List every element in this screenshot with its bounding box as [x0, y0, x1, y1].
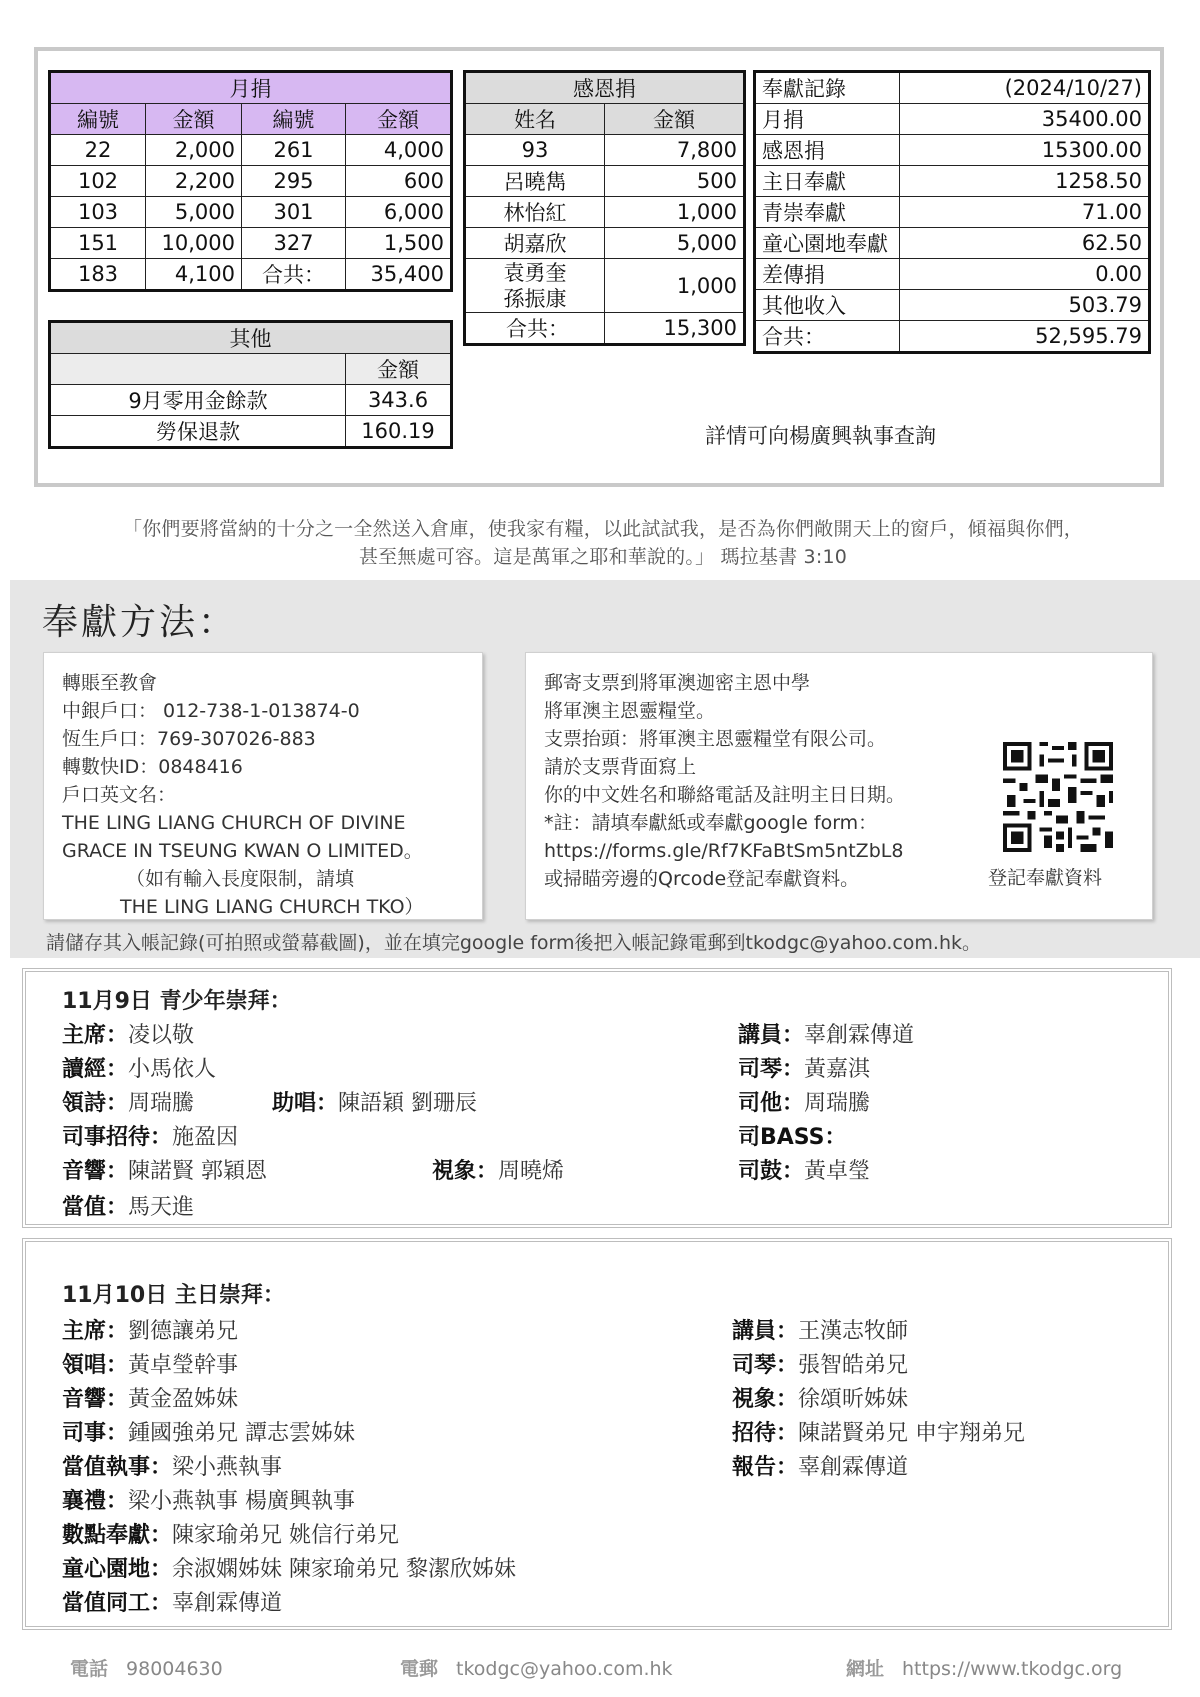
record-title: 奉獻記錄	[755, 72, 900, 104]
card-line: GRACE IN TSEUNG KWAN O LIMITED。	[62, 840, 423, 862]
role-label: 襄禮：	[62, 1489, 129, 1514]
role-label: 領唱：	[62, 1353, 129, 1378]
role-label: 當值：	[62, 1195, 129, 1220]
role-value: 馬天進	[128, 1195, 195, 1220]
cell: 其他收入	[755, 290, 900, 321]
offering-record-table	[753, 70, 1151, 354]
website-link[interactable]: https://www.tkodgc.org	[902, 1658, 1123, 1680]
card-line: （如有輸入長度限制，請填	[126, 868, 355, 890]
table-row	[755, 290, 1150, 321]
table-row	[755, 228, 1150, 259]
cell: 1,000	[605, 197, 745, 228]
cell: 295	[242, 166, 346, 197]
record-date: (2024/10/27)	[900, 72, 1150, 104]
role-value: 周瑞騰	[128, 1091, 195, 1116]
qr-caption: 登記奉獻資料	[988, 867, 1103, 889]
footer-email	[400, 1654, 673, 1681]
role-value: 陳語穎 劉珊辰	[338, 1091, 478, 1116]
role-value: 陳家瑜弟兄 姚信行弟兄	[172, 1523, 400, 1548]
role-value: 王漢志牧師	[798, 1319, 909, 1344]
role-label: 司琴：	[732, 1353, 799, 1378]
cell: 22	[50, 135, 146, 166]
role-label: 當值同工：	[62, 1591, 173, 1616]
card-line: 轉數快ID：0848416	[62, 756, 243, 778]
table-row	[50, 228, 452, 259]
cell: 4,000	[346, 135, 452, 166]
roster-row	[732, 1348, 908, 1379]
roster-row	[62, 1120, 238, 1151]
cell: 感恩捐	[755, 135, 900, 166]
role-label: 講員：	[732, 1319, 799, 1344]
phone-number: 98004630	[126, 1658, 223, 1680]
roster-row	[738, 1120, 847, 1151]
roster-row	[738, 1052, 870, 1083]
role-label: 童心園地：	[62, 1557, 173, 1582]
role-value: 黃嘉淇	[804, 1057, 871, 1082]
table-row	[50, 416, 452, 448]
roster-row	[732, 1382, 908, 1413]
role-value: 辜創霖傳道	[172, 1591, 283, 1616]
method-note: 請儲存其入帳記錄(可拍照或螢幕截圖)，並在填完google form後把入帳記錄電郵到tkodgc@yahoo.com.hk。	[46, 932, 982, 954]
monthly-total-label: 合共：	[242, 259, 346, 291]
col-header: 編號	[242, 104, 346, 135]
card-line: 將軍澳主恩靈糧堂。	[544, 700, 716, 722]
role-value: 辜創霖傳道	[798, 1455, 909, 1480]
roster-row	[62, 1348, 238, 1379]
card-line: 中銀戶口： 012-738-1-013874-0	[62, 700, 360, 722]
roster-row	[62, 1586, 282, 1617]
cell: 胡嘉欣	[465, 228, 605, 259]
cell: 151	[50, 228, 146, 259]
cell: 童心園地奉獻	[755, 228, 900, 259]
role-value: 劉德讓弟兄	[128, 1319, 239, 1344]
role-label: 司琴：	[738, 1057, 805, 1082]
role-label: 司事：	[62, 1421, 129, 1446]
cell: 差傳捐	[755, 259, 900, 290]
table-row	[50, 166, 452, 197]
cheque-card	[525, 652, 1153, 920]
role-label: 司鼓：	[738, 1159, 805, 1184]
monthly-offering-table	[48, 70, 453, 292]
amount-header: 金額	[346, 354, 452, 385]
roster-row	[62, 1314, 238, 1345]
role-value: 陳諾賢弟兄 申宇翔弟兄	[798, 1421, 1026, 1446]
table-row	[755, 259, 1150, 290]
role-label: 司他：	[738, 1091, 805, 1116]
role-label: 當值執事：	[62, 1455, 173, 1480]
card-line: *註：請填奉獻紙或奉獻google form：	[544, 812, 878, 834]
col-header: 金額	[346, 104, 452, 135]
table-row	[755, 104, 1150, 135]
email-link[interactable]: tkodgc@yahoo.com.hk	[456, 1658, 673, 1680]
monthly-total-value: 35,400	[346, 259, 452, 291]
cell: 301	[242, 197, 346, 228]
cell: 2,000	[146, 135, 242, 166]
verse-line: 甚至無處可容。這是萬軍之耶和華說的。」 瑪拉基書 3:10	[358, 546, 848, 568]
role-label: 講員：	[738, 1023, 805, 1048]
cell: 15300.00	[900, 135, 1150, 166]
cell: 93	[465, 135, 605, 166]
roster-row	[738, 1154, 870, 1185]
table-row	[755, 197, 1150, 228]
bank-transfer-card	[43, 652, 483, 920]
roster-row	[732, 1314, 908, 1345]
cell: 4,100	[146, 259, 242, 291]
table-row	[755, 166, 1150, 197]
other-income-table	[48, 320, 453, 449]
joint-name: 孫振康	[503, 286, 567, 311]
record-total-value: 52,595.79	[900, 321, 1150, 353]
roster-row	[272, 1086, 477, 1117]
card-line: THE LING LIANG CHURCH TKO）	[120, 896, 424, 918]
card-line: 轉賬至教會	[62, 672, 158, 694]
method-title: 奉獻方法：	[42, 602, 238, 643]
role-value: 鍾國強弟兄 譚志雲姊妹	[128, 1421, 356, 1446]
thanks-total-label: 合共：	[465, 313, 605, 345]
table-row	[465, 259, 745, 313]
role-label: 司事招待：	[62, 1125, 173, 1150]
cell: 6,000	[346, 197, 452, 228]
role-label: 主席：	[62, 1319, 129, 1344]
cell: 327	[242, 228, 346, 259]
cell: 主日奉獻	[755, 166, 900, 197]
card-line: 戶口英文名：	[62, 784, 177, 806]
joint-names-cell	[465, 259, 605, 313]
verse-line: 「你們要將當納的十分之一全然送入倉庫，使我家有糧，以此試試我，是否為你們敞開天上的窗戶，傾福與你們，	[122, 518, 1083, 540]
cell: 343.6	[346, 385, 452, 416]
sunday-title: 11月10日 主日崇拜：	[62, 1283, 285, 1308]
role-value: 黃金盈姊妹	[128, 1387, 239, 1412]
cell: 261	[242, 135, 346, 166]
cell: 5,000	[146, 197, 242, 228]
table-row	[755, 135, 1150, 166]
enquiry-note: 詳情可向楊廣興執事查詢	[705, 424, 936, 448]
roster-row	[62, 1382, 238, 1413]
cell: 160.19	[346, 416, 452, 448]
footer-label: 電話	[70, 1658, 109, 1680]
roster-row	[62, 1416, 355, 1447]
cell: 35400.00	[900, 104, 1150, 135]
roster-row	[62, 1450, 282, 1481]
joint-name: 袁勇奎	[503, 260, 567, 285]
card-line: 支票抬頭：將軍澳主恩靈糧堂有限公司。	[544, 728, 887, 750]
table-row	[465, 197, 745, 228]
table-row	[50, 259, 452, 291]
cell: 2,200	[146, 166, 242, 197]
cell: 71.00	[900, 197, 1150, 228]
footer-phone	[70, 1654, 223, 1681]
table-row	[465, 135, 745, 166]
blank-header	[50, 354, 346, 385]
role-value: 梁小燕執事	[172, 1455, 283, 1480]
roster-row	[732, 1416, 1025, 1447]
youth-title: 11月9日 青少年崇拜：	[62, 989, 292, 1014]
thanks-total-value: 15,300	[605, 313, 745, 345]
card-line: 你的中文姓名和聯絡電話及註明主日日期。	[544, 784, 906, 806]
table-row	[50, 385, 452, 416]
role-value: 徐頌昕姊妹	[798, 1387, 909, 1412]
role-label: 主席：	[62, 1023, 129, 1048]
qr-code-icon[interactable]	[999, 738, 1117, 856]
roster-row	[62, 1018, 194, 1049]
cell: 103	[50, 197, 146, 228]
cell: 5,000	[605, 228, 745, 259]
cell: 503.79	[900, 290, 1150, 321]
cell: 1258.50	[900, 166, 1150, 197]
role-value: 周瑞騰	[804, 1091, 871, 1116]
monthly-title: 月捐	[50, 72, 452, 104]
roster-row	[62, 1190, 194, 1221]
roster-row	[62, 1086, 194, 1117]
roster-row	[62, 1518, 399, 1549]
col-header: 金額	[605, 104, 745, 135]
role-label: 領詩：	[62, 1091, 129, 1116]
cell: 102	[50, 166, 146, 197]
table-row	[50, 197, 452, 228]
role-label: 報告：	[732, 1455, 799, 1480]
thanks-title: 感恩捐	[465, 72, 745, 104]
cell: 9月零用金餘款	[50, 385, 346, 416]
footer-label: 網址	[846, 1658, 885, 1680]
role-value: 余淑嫻姊妹 陳家瑜弟兄 黎潔欣姊妹	[172, 1557, 517, 1582]
cell: 62.50	[900, 228, 1150, 259]
card-line: THE LING LIANG CHURCH OF DIVINE	[62, 812, 406, 834]
table-row	[465, 313, 745, 345]
footer-web	[846, 1654, 1122, 1681]
footer-label: 電郵	[400, 1658, 439, 1680]
cell: 7,800	[605, 135, 745, 166]
cell: 青崇奉獻	[755, 197, 900, 228]
youth-service-roster	[22, 968, 1172, 1228]
col-header: 姓名	[465, 104, 605, 135]
role-label: 音響：	[62, 1387, 129, 1412]
card-line: 恆生戶口：769-307026-883	[62, 728, 316, 750]
role-value: 梁小燕執事 楊廣興執事	[128, 1489, 356, 1514]
cell: 呂曉雋	[465, 166, 605, 197]
cell: 勞保退款	[50, 416, 346, 448]
cell: 林怡紅	[465, 197, 605, 228]
roster-row	[738, 1086, 870, 1117]
cell: 10,000	[146, 228, 242, 259]
role-value: 張智皓弟兄	[798, 1353, 909, 1378]
role-label: 視象：	[432, 1159, 499, 1184]
role-value: 辜創霖傳道	[804, 1023, 915, 1048]
joint-amount: 1,000	[605, 259, 745, 313]
cell: 月捐	[755, 104, 900, 135]
roster-row	[732, 1450, 908, 1481]
card-line: 郵寄支票到將軍澳迦密主恩中學	[544, 672, 811, 694]
role-value: 施盈因	[172, 1125, 239, 1150]
card-line: 請於支票背面寫上	[544, 756, 697, 778]
cell: 500	[605, 166, 745, 197]
roster-row	[62, 1484, 355, 1515]
sunday-service-roster	[22, 1238, 1172, 1630]
roster-row	[432, 1154, 564, 1185]
roster-row	[62, 1552, 516, 1583]
record-total-label: 合共：	[755, 321, 900, 353]
table-row	[465, 166, 745, 197]
role-value: 陳諾賢 郭穎恩	[128, 1159, 268, 1184]
role-label: 音響：	[62, 1159, 129, 1184]
role-value: 黃卓瑩	[804, 1159, 871, 1184]
roster-row	[62, 1154, 267, 1185]
offering-method-section	[10, 580, 1200, 958]
col-header: 金額	[146, 104, 242, 135]
cell: 1,500	[346, 228, 452, 259]
role-label: 數點奉獻：	[62, 1523, 173, 1548]
role-label: 司BASS：	[738, 1125, 847, 1150]
role-value: 小馬依人	[128, 1057, 217, 1082]
cell: 0.00	[900, 259, 1150, 290]
google-form-link[interactable]: https://forms.gle/Rf7KFaBtSm5ntZbL8	[544, 840, 904, 862]
table-row	[50, 135, 452, 166]
other-title: 其他	[50, 322, 452, 354]
roster-row	[62, 1052, 216, 1083]
roster-row	[738, 1018, 914, 1049]
cell: 600	[346, 166, 452, 197]
table-row	[465, 228, 745, 259]
col-header: 編號	[50, 104, 146, 135]
role-value: 周曉烯	[498, 1159, 565, 1184]
table-row	[755, 321, 1150, 353]
cell: 183	[50, 259, 146, 291]
role-label: 招待：	[732, 1421, 799, 1446]
role-label: 讀經：	[62, 1057, 129, 1082]
role-value: 黃卓瑩幹事	[128, 1353, 239, 1378]
card-line: 或掃瞄旁邊的Qrcode登記奉獻資料。	[544, 868, 860, 890]
thanksgiving-offering-table	[463, 70, 746, 346]
scripture-verse	[48, 515, 1158, 571]
role-label: 視象：	[732, 1387, 799, 1412]
role-value: 凌以敬	[128, 1023, 195, 1048]
role-label: 助唱：	[272, 1091, 339, 1116]
